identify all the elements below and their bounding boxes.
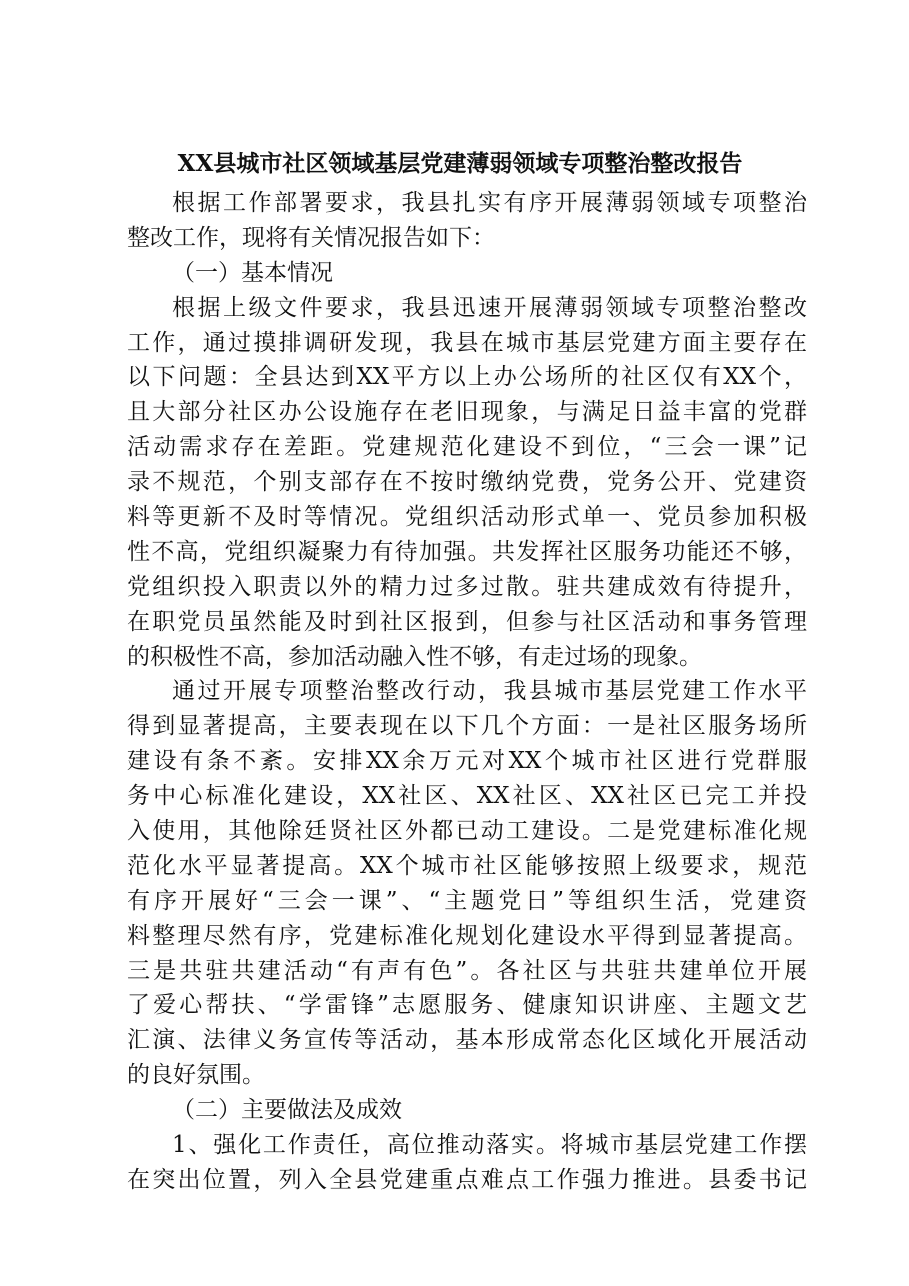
text-line: 料等更新不及时等情况。党组织活动形式单一、党员参加积极 — [127, 504, 807, 531]
text-line: 且大部分社区办公设施存在老旧现象，与满足日益丰富的党群 — [127, 399, 807, 426]
text-line: 的积极性不高，参加活动融入性不够，有走过场的现象。 — [127, 643, 702, 670]
document-title: XX县城市社区领域基层党建薄弱领域专项整治整改报告 — [177, 150, 743, 177]
text-line: 党组织投入职责以外的精力过多过散。驻共建成效有待提升， — [127, 573, 807, 600]
text-line: 整改工作，现将有关情况报告如下： — [127, 224, 495, 251]
text-line: 根据上级文件要求，我县迅速开展薄弱领域专项整治整改 — [172, 294, 807, 321]
text-line: 料整理尽然有序，党建标准化规划化建设水平得到显著提高。 — [127, 922, 807, 949]
text-line: 通过开展专项整治整改行动，我县城市基层党建工作水平 — [172, 678, 807, 705]
text-line: 录不规范，个别支部存在不按时缴纳党费，党务公开、党建资 — [127, 469, 807, 496]
text-line: 三是共驻共建活动“有声有色”。各社区与共驻共建单位开展 — [127, 957, 807, 984]
text-line: 的良好氛围。 — [127, 1062, 265, 1089]
text-line: 建设有条不紊。安排XX余万元对XX个城市社区进行党群服 — [127, 748, 807, 775]
text-line: 1、强化工作责任，高位推动落实。将城市基层党建工作摆 — [172, 1132, 807, 1159]
text-line: 有序开展好“三会一课”、“主题党日”等组织生活，党建资 — [127, 887, 807, 914]
text-line: 汇演、法律义务宣传等活动，基本形成常态化区域化开展活动 — [127, 1027, 807, 1054]
text-line: 活动需求存在差距。党建规范化建设不到位，“三会一课”记 — [127, 434, 807, 461]
text-line: 以下问题：全县达到XX平方以上办公场所的社区仅有XX个， — [127, 364, 807, 391]
text-line: 在突出位置，列入全县党建重点难点工作强力推进。县委书记 — [127, 1166, 807, 1193]
text-line: 根据工作部署要求，我县扎实有序开展薄弱领域专项整治 — [172, 190, 807, 216]
document-body — [127, 186, 807, 1198]
text-line: （一）基本情况 — [172, 259, 333, 286]
text-line: 工作，通过摸排调研发现，我县在城市基层党建方面主要存在 — [127, 329, 807, 356]
text-line: 得到显著提高，主要表现在以下几个方面：一是社区服务场所 — [127, 713, 807, 740]
text-line: 性不高，党组织凝聚力有待加强。共发挥社区服务功能还不够， — [127, 538, 807, 565]
text-line: （二）主要做法及成效 — [172, 1097, 402, 1124]
text-line: 了爱心帮扶、“学雷锋”志愿服务、健康知识讲座、主题文艺 — [127, 992, 807, 1019]
text-line: 入使用，其他除廷贤社区外都已动工建设。二是党建标准化规 — [127, 818, 807, 845]
text-line: 在职党员虽然能及时到社区报到，但参与社区活动和事务管理 — [127, 608, 807, 635]
text-line: 范化水平显著提高。XX个城市社区能够按照上级要求，规范 — [127, 852, 807, 879]
text-line: 务中心标准化建设，XX社区、XX社区、XX社区已完工并投 — [127, 783, 807, 810]
